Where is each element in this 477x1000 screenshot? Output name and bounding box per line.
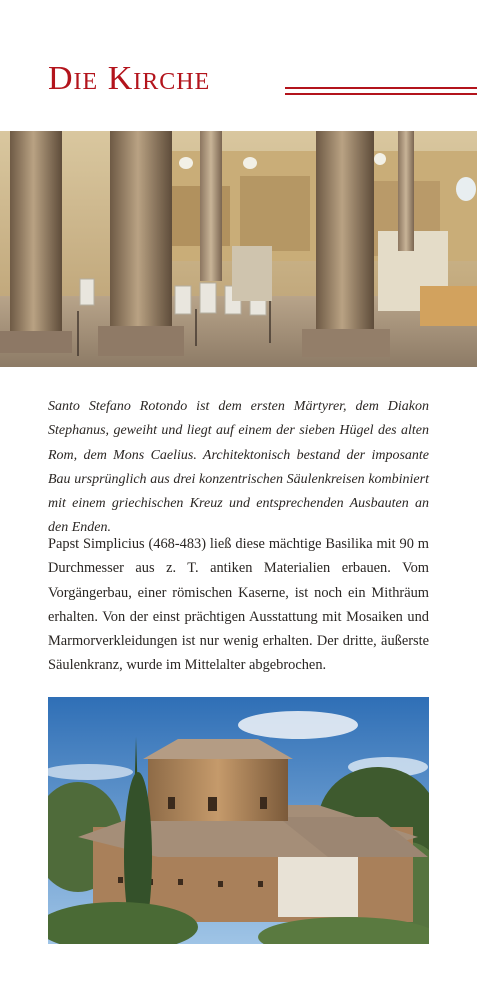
- church-interior-photo: [0, 131, 477, 367]
- title-rule-lower: [285, 93, 477, 95]
- history-paragraph: Papst Simplicius (468-483) ließ diese mächtige Basilika mit 90 m Durchmesser aus z. T. antiken Materialien erbauen. Vom Vorgängerbau, einer römischen Kaserne, ist noch ein Mithräum erhalten. Von der einst prächtigen Ausstattung mit Mosaiken und Marmorverkleidungen ist nur wenig erhalten. Der dritte, äußerste Säulenkranz, wurde im Mittelalter abgebrochen.: [48, 536, 429, 674]
- intro-paragraph: Santo Stefano Rotondo ist dem ersten Märtyrer, dem Diakon Stephanus, geweiht und liegt auf einem der sieben Hügel des alten Rom, dem Mons Caelius. Architektonisch bestand der imposante Bau ursprünglich aus drei konzentrischen Säulenkreisen kombiniert mit einem griechischen Kreuz und entsprechenden Ausbauten an den Enden.: [48, 399, 429, 536]
- page-title: Die Kirche: [48, 60, 211, 97]
- title-rule-upper: [285, 87, 477, 89]
- church-exterior-photo: [48, 697, 429, 944]
